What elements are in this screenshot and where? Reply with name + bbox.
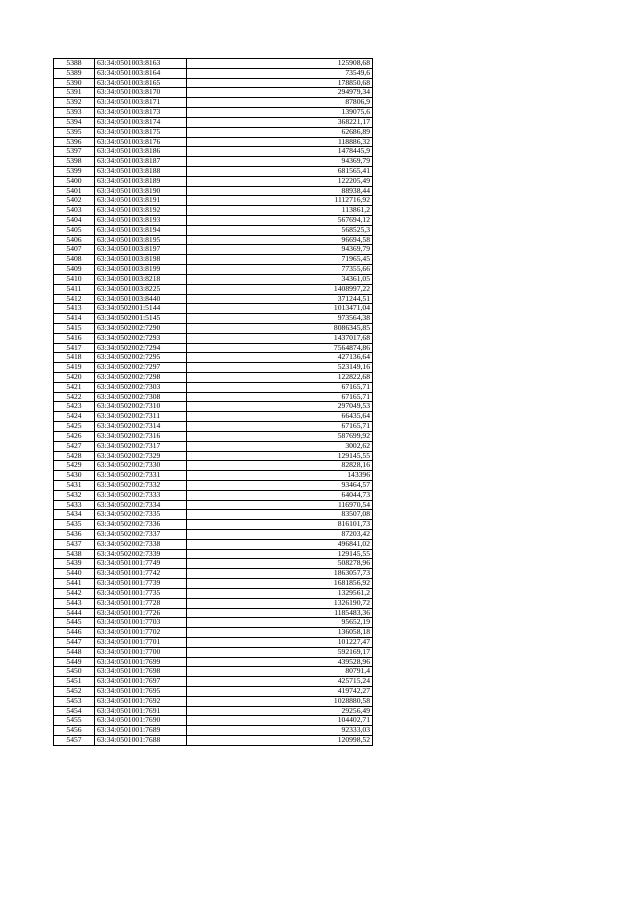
value-cell: 88938,44 [187, 186, 373, 196]
row-number-cell: 5432 [54, 490, 95, 500]
cadastral-number-cell: 63:34:0502002:7295 [95, 353, 187, 363]
value-cell: 297049,53 [187, 402, 373, 412]
cadastral-number-cell: 63:34:0501003:8175 [95, 127, 187, 137]
row-number-cell: 5454 [54, 706, 95, 716]
row-number-cell: 5395 [54, 127, 95, 137]
table-row [54, 68, 373, 78]
table-row [54, 422, 373, 432]
value-cell: 1326190,72 [187, 598, 373, 608]
row-number-cell: 5443 [54, 598, 95, 608]
table-row [54, 431, 373, 441]
table-row [54, 677, 373, 687]
cadastral-number-cell: 63:34:0501001:7688 [95, 736, 187, 746]
table-row [54, 78, 373, 88]
row-number-cell: 5431 [54, 480, 95, 490]
table-row [54, 127, 373, 137]
value-cell: 82828,16 [187, 461, 373, 471]
table-row [54, 549, 373, 559]
value-cell: 67165,71 [187, 392, 373, 402]
cadastral-number-cell: 63:34:0501003:8191 [95, 196, 187, 206]
row-number-cell: 5456 [54, 726, 95, 736]
cadastral-number-cell: 63:34:0501001:7726 [95, 608, 187, 618]
row-number-cell: 5435 [54, 520, 95, 530]
cadastral-number-cell: 63:34:0501001:7703 [95, 618, 187, 628]
cadastral-number-cell: 63:34:0501003:8192 [95, 206, 187, 216]
row-number-cell: 5396 [54, 137, 95, 147]
value-cell: 178850,68 [187, 78, 373, 88]
row-number-cell: 5446 [54, 628, 95, 638]
value-cell: 67165,71 [187, 382, 373, 392]
table-row [54, 510, 373, 520]
value-cell: 143396 [187, 471, 373, 481]
row-number-cell: 5429 [54, 461, 95, 471]
cadastral-number-cell: 63:34:0501003:8225 [95, 284, 187, 294]
row-number-cell: 5390 [54, 78, 95, 88]
cadastral-number-cell: 63:34:0501001:7701 [95, 637, 187, 647]
table-row [54, 343, 373, 353]
cadastral-number-cell: 63:34:0502002:7290 [95, 323, 187, 333]
value-cell: 67165,71 [187, 422, 373, 432]
cadastral-number-cell: 63:34:0502001:5144 [95, 304, 187, 314]
value-cell: 681565,41 [187, 166, 373, 176]
row-number-cell: 5389 [54, 68, 95, 78]
value-cell: 427136,64 [187, 353, 373, 363]
value-cell: 973564,38 [187, 314, 373, 324]
value-cell: 1185483,36 [187, 608, 373, 618]
table-row [54, 530, 373, 540]
cadastral-number-cell: 63:34:0501003:8440 [95, 294, 187, 304]
value-cell: 1437017,68 [187, 333, 373, 343]
value-cell: 1863057,73 [187, 569, 373, 579]
value-cell: 113861,2 [187, 206, 373, 216]
value-cell: 8086345,85 [187, 323, 373, 333]
row-number-cell: 5452 [54, 687, 95, 697]
table-row [54, 196, 373, 206]
cadastral-number-cell: 63:34:0502002:7317 [95, 441, 187, 451]
table-row [54, 108, 373, 118]
row-number-cell: 5397 [54, 147, 95, 157]
row-number-cell: 5403 [54, 206, 95, 216]
row-number-cell: 5453 [54, 696, 95, 706]
row-number-cell: 5405 [54, 225, 95, 235]
table-row [54, 59, 373, 69]
table-row [54, 323, 373, 333]
table-row [54, 186, 373, 196]
row-number-cell: 5438 [54, 549, 95, 559]
row-number-cell: 5427 [54, 441, 95, 451]
row-number-cell: 5417 [54, 343, 95, 353]
table-row [54, 588, 373, 598]
row-number-cell: 5423 [54, 402, 95, 412]
row-number-cell: 5434 [54, 510, 95, 520]
value-cell: 1681856,92 [187, 579, 373, 589]
row-number-cell: 5436 [54, 530, 95, 540]
row-number-cell: 5445 [54, 618, 95, 628]
cadastral-number-cell: 63:34:0501003:8187 [95, 157, 187, 167]
cadastral-number-cell: 63:34:0501001:7691 [95, 706, 187, 716]
cadastral-number-cell: 63:34:0501003:8170 [95, 88, 187, 98]
value-cell: 1112716,92 [187, 196, 373, 206]
table-row [54, 441, 373, 451]
table-row [54, 304, 373, 314]
row-number-cell: 5418 [54, 353, 95, 363]
cadastral-number-cell: 63:34:0501003:8176 [95, 137, 187, 147]
value-cell: 101227,47 [187, 637, 373, 647]
value-cell: 122822,68 [187, 373, 373, 383]
table-row [54, 657, 373, 667]
row-number-cell: 5447 [54, 637, 95, 647]
cadastral-number-cell: 63:34:0501003:8195 [95, 235, 187, 245]
value-cell: 1408997,22 [187, 284, 373, 294]
cadastral-number-cell: 63:34:0501001:7700 [95, 647, 187, 657]
cadastral-number-cell: 63:34:0502002:7316 [95, 431, 187, 441]
value-cell: 496841,02 [187, 539, 373, 549]
row-number-cell: 5448 [54, 647, 95, 657]
cadastral-number-cell: 63:34:0501001:7698 [95, 667, 187, 677]
table-row [54, 274, 373, 284]
table-row [54, 284, 373, 294]
row-number-cell: 5413 [54, 304, 95, 314]
row-number-cell: 5416 [54, 333, 95, 343]
table-row [54, 696, 373, 706]
cadastral-number-cell: 63:34:0502002:7336 [95, 520, 187, 530]
table-row [54, 333, 373, 343]
cadastral-number-cell: 63:34:0501003:8163 [95, 59, 187, 69]
table-row [54, 294, 373, 304]
table-row [54, 382, 373, 392]
cadastral-number-cell: 63:34:0501001:7697 [95, 677, 187, 687]
cadastral-number-cell: 63:34:0501001:7742 [95, 569, 187, 579]
value-cell: 104402,71 [187, 716, 373, 726]
row-number-cell: 5449 [54, 657, 95, 667]
value-cell: 129145,55 [187, 549, 373, 559]
value-cell: 587699,92 [187, 431, 373, 441]
table-row [54, 373, 373, 383]
value-cell: 80791,4 [187, 667, 373, 677]
cadastral-number-cell: 63:34:0501001:7739 [95, 579, 187, 589]
row-number-cell: 5398 [54, 157, 95, 167]
value-cell: 425715,24 [187, 677, 373, 687]
row-number-cell: 5424 [54, 412, 95, 422]
cadastral-number-cell: 63:34:0501001:7695 [95, 687, 187, 697]
table-row [54, 569, 373, 579]
table-row [54, 412, 373, 422]
row-number-cell: 5437 [54, 539, 95, 549]
cadastral-number-cell: 63:34:0501001:7689 [95, 726, 187, 736]
table-row [54, 402, 373, 412]
cadastral-number-cell: 63:34:0501003:8194 [95, 225, 187, 235]
table-row [54, 461, 373, 471]
value-cell: 34361,05 [187, 274, 373, 284]
row-number-cell: 5388 [54, 59, 95, 69]
row-number-cell: 5419 [54, 363, 95, 373]
row-number-cell: 5409 [54, 265, 95, 275]
value-cell: 94369,79 [187, 157, 373, 167]
value-cell: 3002,62 [187, 441, 373, 451]
row-number-cell: 5444 [54, 608, 95, 618]
cadastral-number-cell: 63:34:0501003:8198 [95, 255, 187, 265]
cadastral-number-cell: 63:34:0502001:5145 [95, 314, 187, 324]
value-cell: 371244,51 [187, 294, 373, 304]
value-cell: 64044,73 [187, 490, 373, 500]
value-cell: 523149,16 [187, 363, 373, 373]
cadastral-number-cell: 63:34:0502002:7314 [95, 422, 187, 432]
table-row [54, 88, 373, 98]
row-number-cell: 5455 [54, 716, 95, 726]
table-row [54, 706, 373, 716]
data-table [53, 58, 373, 746]
cadastral-number-cell: 63:34:0501003:8218 [95, 274, 187, 284]
row-number-cell: 5391 [54, 88, 95, 98]
row-number-cell: 5439 [54, 559, 95, 569]
cadastral-number-cell: 63:34:0501003:8188 [95, 166, 187, 176]
table-row [54, 451, 373, 461]
value-cell: 118886,32 [187, 137, 373, 147]
value-cell: 120998,52 [187, 736, 373, 746]
cadastral-number-cell: 63:34:0501003:8190 [95, 186, 187, 196]
value-cell: 439528,96 [187, 657, 373, 667]
row-number-cell: 5404 [54, 216, 95, 226]
row-number-cell: 5451 [54, 677, 95, 687]
value-cell: 96694,58 [187, 235, 373, 245]
table-row [54, 392, 373, 402]
row-number-cell: 5450 [54, 667, 95, 677]
cadastral-number-cell: 63:34:0502002:7329 [95, 451, 187, 461]
value-cell: 294979,34 [187, 88, 373, 98]
value-cell: 1478445,9 [187, 147, 373, 157]
cadastral-number-cell: 63:34:0502002:7339 [95, 549, 187, 559]
cadastral-number-cell: 63:34:0501003:8197 [95, 245, 187, 255]
cadastral-number-cell: 63:34:0501003:8165 [95, 78, 187, 88]
row-number-cell: 5430 [54, 471, 95, 481]
table-row [54, 687, 373, 697]
table-body [54, 59, 373, 746]
table-row [54, 716, 373, 726]
value-cell: 1028880,58 [187, 696, 373, 706]
cadastral-number-cell: 63:34:0501001:7702 [95, 628, 187, 638]
value-cell: 508278,96 [187, 559, 373, 569]
cadastral-number-cell: 63:34:0502002:7311 [95, 412, 187, 422]
row-number-cell: 5442 [54, 588, 95, 598]
table-row [54, 471, 373, 481]
row-number-cell: 5426 [54, 431, 95, 441]
table-row [54, 363, 373, 373]
cadastral-number-cell: 63:34:0501003:8164 [95, 68, 187, 78]
table-row [54, 736, 373, 746]
value-cell: 592169,17 [187, 647, 373, 657]
cadastral-number-cell: 63:34:0501001:7690 [95, 716, 187, 726]
value-cell: 66435,64 [187, 412, 373, 422]
cadastral-number-cell: 63:34:0502002:7303 [95, 382, 187, 392]
row-number-cell: 5415 [54, 323, 95, 333]
table-row [54, 137, 373, 147]
value-cell: 93464,57 [187, 480, 373, 490]
table-row [54, 539, 373, 549]
cadastral-number-cell: 63:34:0502002:7331 [95, 471, 187, 481]
table-row [54, 490, 373, 500]
table-row [54, 637, 373, 647]
table-row [54, 480, 373, 490]
value-cell: 1329561,2 [187, 588, 373, 598]
row-number-cell: 5400 [54, 176, 95, 186]
value-cell: 87806,9 [187, 98, 373, 108]
value-cell: 129145,55 [187, 451, 373, 461]
table-row [54, 216, 373, 226]
value-cell: 419742,27 [187, 687, 373, 697]
table-row [54, 726, 373, 736]
cadastral-number-cell: 63:34:0502002:7330 [95, 461, 187, 471]
table-row [54, 166, 373, 176]
cadastral-number-cell: 63:34:0501003:8173 [95, 108, 187, 118]
table-row [54, 667, 373, 677]
table-row [54, 98, 373, 108]
table-row [54, 176, 373, 186]
table-row [54, 225, 373, 235]
table-row [54, 255, 373, 265]
table-row [54, 559, 373, 569]
value-cell: 77355,66 [187, 265, 373, 275]
table-row [54, 206, 373, 216]
value-cell: 1013471,04 [187, 304, 373, 314]
table-row [54, 265, 373, 275]
cadastral-number-cell: 63:34:0502002:7332 [95, 480, 187, 490]
row-number-cell: 5410 [54, 274, 95, 284]
row-number-cell: 5402 [54, 196, 95, 206]
value-cell: 122205,49 [187, 176, 373, 186]
value-cell: 368221,17 [187, 117, 373, 127]
row-number-cell: 5407 [54, 245, 95, 255]
cadastral-number-cell: 63:34:0501003:8174 [95, 117, 187, 127]
value-cell: 73549,6 [187, 68, 373, 78]
table-row [54, 147, 373, 157]
row-number-cell: 5414 [54, 314, 95, 324]
row-number-cell: 5425 [54, 422, 95, 432]
value-cell: 62686,89 [187, 127, 373, 137]
cadastral-number-cell: 63:34:0502002:7310 [95, 402, 187, 412]
row-number-cell: 5401 [54, 186, 95, 196]
row-number-cell: 5433 [54, 500, 95, 510]
cadastral-number-cell: 63:34:0501001:7749 [95, 559, 187, 569]
cadastral-number-cell: 63:34:0502002:7333 [95, 490, 187, 500]
table-row [54, 245, 373, 255]
value-cell: 139075,6 [187, 108, 373, 118]
row-number-cell: 5420 [54, 373, 95, 383]
value-cell: 92333,03 [187, 726, 373, 736]
value-cell: 125908,68 [187, 59, 373, 69]
table-row [54, 117, 373, 127]
table-row [54, 520, 373, 530]
row-number-cell: 5428 [54, 451, 95, 461]
cadastral-number-cell: 63:34:0502002:7335 [95, 510, 187, 520]
table-row [54, 598, 373, 608]
value-cell: 83507,08 [187, 510, 373, 520]
cadastral-number-cell: 63:34:0501001:7728 [95, 598, 187, 608]
cadastral-number-cell: 63:34:0502002:7297 [95, 363, 187, 373]
value-cell: 95652,19 [187, 618, 373, 628]
cadastral-number-cell: 63:34:0501003:8171 [95, 98, 187, 108]
value-cell: 94369,79 [187, 245, 373, 255]
row-number-cell: 5457 [54, 736, 95, 746]
table-row [54, 353, 373, 363]
table-row [54, 500, 373, 510]
cadastral-number-cell: 63:34:0502002:7337 [95, 530, 187, 540]
cadastral-number-cell: 63:34:0502002:7338 [95, 539, 187, 549]
cadastral-number-cell: 63:34:0502002:7308 [95, 392, 187, 402]
value-cell: 567694,12 [187, 216, 373, 226]
cadastral-number-cell: 63:34:0501003:8199 [95, 265, 187, 275]
row-number-cell: 5392 [54, 98, 95, 108]
value-cell: 7564874,86 [187, 343, 373, 353]
value-cell: 116970,54 [187, 500, 373, 510]
row-number-cell: 5408 [54, 255, 95, 265]
table-row [54, 647, 373, 657]
cadastral-number-cell: 63:34:0501001:7692 [95, 696, 187, 706]
row-number-cell: 5406 [54, 235, 95, 245]
row-number-cell: 5421 [54, 382, 95, 392]
row-number-cell: 5411 [54, 284, 95, 294]
row-number-cell: 5440 [54, 569, 95, 579]
table-row [54, 608, 373, 618]
value-cell: 87203,42 [187, 530, 373, 540]
table-row [54, 628, 373, 638]
table-row [54, 618, 373, 628]
cadastral-number-cell: 63:34:0501003:8186 [95, 147, 187, 157]
table-row [54, 579, 373, 589]
value-cell: 568525,3 [187, 225, 373, 235]
table-row [54, 157, 373, 167]
table-row [54, 314, 373, 324]
cadastral-number-cell: 63:34:0501003:8189 [95, 176, 187, 186]
row-number-cell: 5422 [54, 392, 95, 402]
cadastral-number-cell: 63:34:0502002:7293 [95, 333, 187, 343]
row-number-cell: 5393 [54, 108, 95, 118]
table-row [54, 235, 373, 245]
value-cell: 816101,73 [187, 520, 373, 530]
cadastral-number-cell: 63:34:0501001:7735 [95, 588, 187, 598]
cadastral-number-cell: 63:34:0501001:7699 [95, 657, 187, 667]
cadastral-number-cell: 63:34:0501003:8193 [95, 216, 187, 226]
value-cell: 136058,18 [187, 628, 373, 638]
cadastral-number-cell: 63:34:0502002:7294 [95, 343, 187, 353]
cadastral-number-cell: 63:34:0502002:7298 [95, 373, 187, 383]
row-number-cell: 5394 [54, 117, 95, 127]
row-number-cell: 5412 [54, 294, 95, 304]
row-number-cell: 5399 [54, 166, 95, 176]
cadastral-number-cell: 63:34:0502002:7334 [95, 500, 187, 510]
value-cell: 29256,49 [187, 706, 373, 716]
value-cell: 71965,45 [187, 255, 373, 265]
row-number-cell: 5441 [54, 579, 95, 589]
